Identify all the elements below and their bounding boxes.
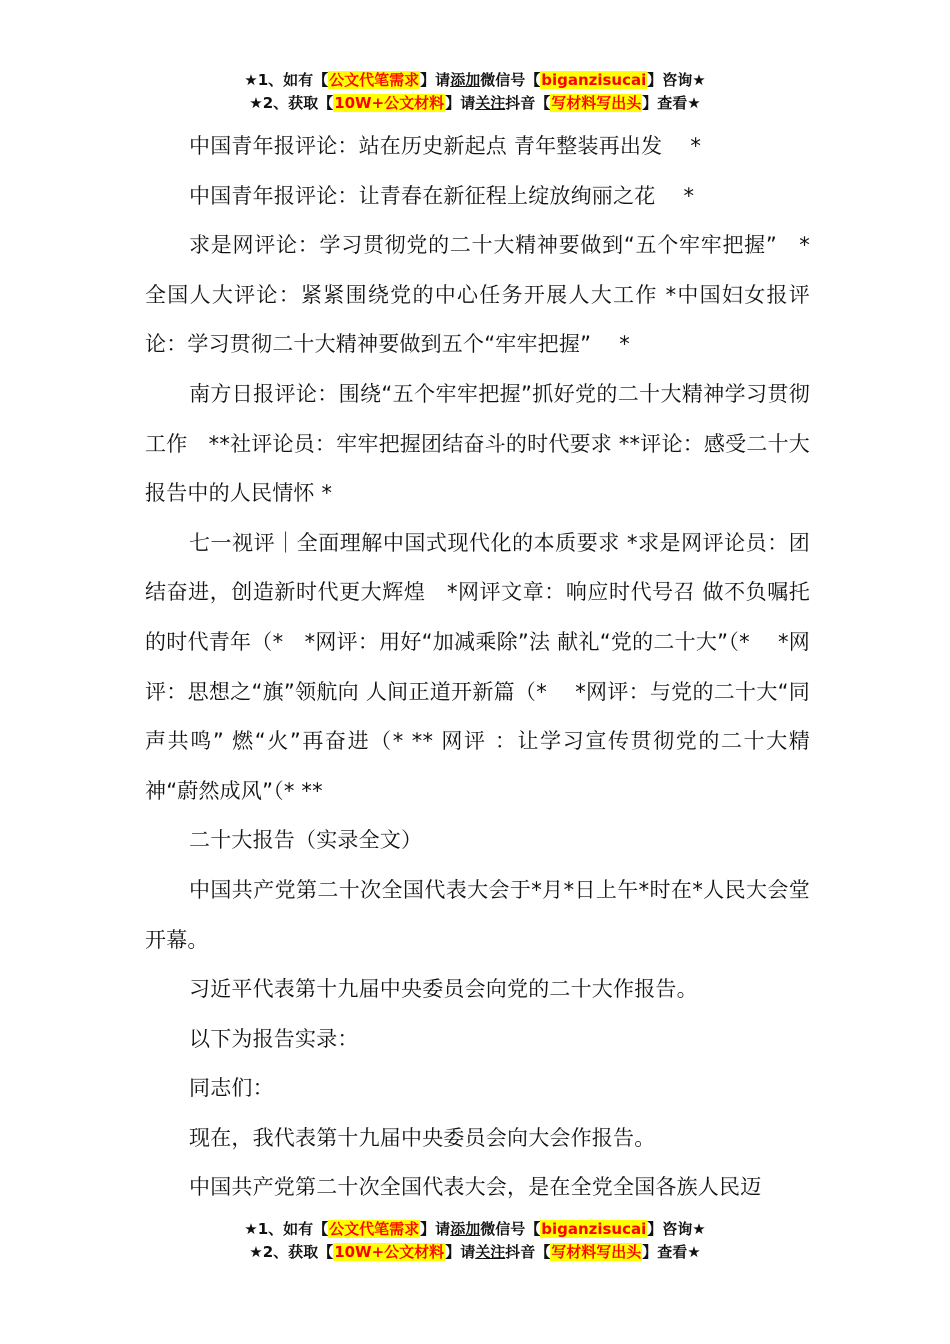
ad-line-1-mid2: 微信号【 — [480, 1220, 541, 1238]
paragraph: 中国共产党第二十次全国代表大会，是在全党全国各族人民迈 — [189, 1175, 762, 1200]
paragraph: 求是网评论：学习贯彻党的二十大精神要做到“五个牢牢把握” *全国人大评论：紧紧围绕党的中心任务开展人大工作 *中国妇女报评论：学习贯彻二十大精神要做到五个“牢牢把握” * — [145, 233, 810, 357]
paragraph: 中国共产党第二十次全国代表大会于*月*日上午*时在*人民大会堂开幕。 — [145, 877, 810, 952]
paragraph: 中国青年报评论：让青春在新征程上绽放绚丽之花 * — [189, 183, 695, 208]
ad-line-1-suffix: 】咨询★ — [647, 71, 706, 89]
ad-line-1-highlight-service: 公文代笔需求 — [329, 1220, 420, 1238]
ad-line-1-underlined: 添加 — [450, 71, 481, 89]
section-heading: 二十大报告（实录全文） — [189, 828, 423, 853]
ad-line-1-mid2: 微信号【 — [480, 71, 541, 89]
ad-line-2-highlight-douyin: 写材料写出头 — [551, 94, 642, 112]
ad-line-2-suffix: 】查看★ — [642, 94, 701, 112]
ad-line-2-mid1: 】请 — [445, 94, 476, 112]
ad-line-2-mid2: 抖音【 — [505, 94, 551, 112]
header-ad-banner — [0, 69, 950, 115]
ad-line-2-prefix: ★2、获取【 — [249, 1243, 334, 1261]
ad-line-2-highlight-materials: 10W+公文材料 — [334, 1243, 445, 1261]
ad-line-1-mid1: 】请 — [420, 1220, 451, 1238]
paragraph: 中国青年报评论：站在历史新起点 青年整装再出发 * — [189, 134, 702, 158]
ad-line-2-underlined: 关注 — [475, 1243, 506, 1261]
ad-line-2-mid2: 抖音【 — [505, 1243, 551, 1261]
ad-line-1-suffix: 】咨询★ — [647, 1220, 706, 1238]
ad-line-1-highlight-wechat: biganzisucai — [541, 1220, 647, 1238]
paragraph: 南方日报评论：围绕“五个牢牢把握”抓好党的二十大精神学习贯彻工作 **社评论员：牢牢把握团结奋斗的时代要求 **评论：感受二十大报告中的人民情怀 * — [145, 381, 810, 506]
ad-line-1-prefix: ★1、如有【 — [244, 71, 329, 89]
document-body — [145, 122, 810, 1213]
ad-line-1 — [0, 69, 950, 92]
ad-line-1 — [0, 1218, 950, 1241]
ad-line-2-prefix: ★2、获取【 — [249, 94, 334, 112]
paragraph: 以下为报告实录： — [189, 1026, 359, 1051]
ad-line-2-suffix: 】查看★ — [642, 1243, 701, 1261]
ad-line-2-highlight-douyin: 写材料写出头 — [551, 1243, 642, 1261]
ad-line-2-mid1: 】请 — [445, 1243, 476, 1261]
ad-line-2-highlight-materials: 10W+公文材料 — [334, 94, 445, 112]
ad-line-1-highlight-service: 公文代笔需求 — [329, 71, 420, 89]
footer-ad-banner — [0, 1218, 950, 1264]
ad-line-1-underlined: 添加 — [450, 1220, 481, 1238]
paragraph: 现在，我代表第十九届中央委员会向大会作报告。 — [189, 1125, 656, 1150]
ad-line-1-highlight-wechat: biganzisucai — [541, 71, 647, 89]
ad-line-1-mid1: 】请 — [420, 71, 451, 89]
ad-line-1-prefix: ★1、如有【 — [244, 1220, 329, 1238]
ad-line-2 — [0, 1241, 950, 1264]
paragraph: 同志们： — [189, 1076, 274, 1101]
paragraph: 七一视评｜全面理解中国式现代化的本质要求 *求是网评论员：团结奋进，创造新时代更大辉煌 *网评文章：响应时代号召 做不负嘱托的时代青年（* *网评：用好“加减乘除”法 献礼“党的二十大”（* *网评：思想之“旗”领航向 人间正道开新篇（* *网评：与党的二十大“同声共鸣” 燃“火”再奋进（* ** 网评 ：让学习宣传贯彻党的二十大精神“蔚然成风”（* ** — [145, 530, 811, 803]
ad-line-2 — [0, 92, 950, 115]
paragraph: 习近平代表第十九届中央委员会向党的二十大作报告。 — [189, 977, 698, 1002]
ad-line-2-underlined: 关注 — [475, 94, 506, 112]
